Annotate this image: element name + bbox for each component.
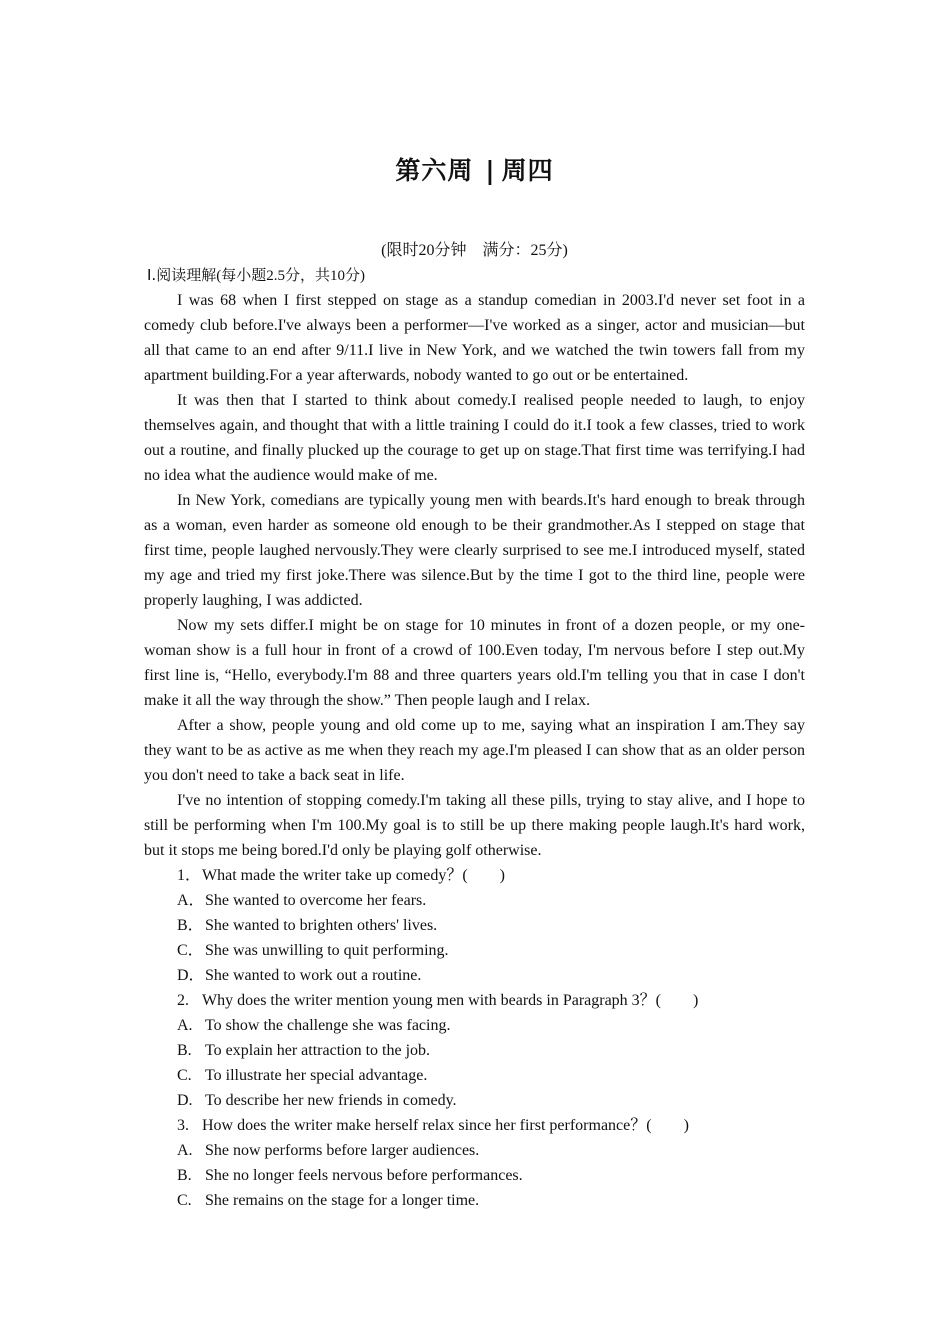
section-label: Ⅰ.阅读理解 [147,266,217,284]
section-score: (每小题2.5分，共10分) [216,268,365,284]
question-text: Why does the writer mention young men with beards in Paragraph 3？( ) [202,992,699,1009]
option-2a [144,1013,805,1038]
question-text: How does the writer make herself relax since her first performance？( ) [202,1117,689,1134]
question-number: 2. [177,992,189,1009]
question-2 [144,988,805,1013]
option-letter: B. [177,1167,192,1184]
question-1 [144,863,805,888]
option-text: She was unwilling to quit performing. [205,942,449,959]
passage-paragraph-3: In New York, comedians are typically young men with beards.It's hard enough to break through as a woman, even harder as someone old enough to be their grandmother.As I stepped on stage that first time, people laughed nervously.They were clearly surprised to see me.I introduced myself, stated my age and tried my first joke.There was silence.But by the time I got to the third line, people were properly laughing, I was addicted. [144,492,805,609]
title-day: 周四 [501,156,554,185]
time-limit: (限时20分钟 满分：25分) [381,242,568,259]
option-text: She remains on the stage for a longer time. [205,1192,480,1209]
option-1d [144,963,805,988]
option-2d [144,1088,805,1113]
option-3c [144,1188,805,1213]
document-body [144,238,805,1213]
option-letter: C. [177,1192,192,1209]
question-number: 1． [177,867,202,884]
passage-paragraph-6: I've no intention of stopping comedy.I'm taking all these pills, trying to stay alive, and I hope to still be performing when I'm 100.My goal is to still be up there making people laugh.It's hard work, but it stops me being bored.I'd only be playing golf otherwise. [144,792,805,859]
option-2c [144,1063,805,1088]
option-text: She wanted to work out a routine. [205,967,422,984]
question-3 [144,1113,805,1138]
passage-paragraph-2: It was then that I started to think about comedy.I realised people needed to laugh, to enjoy themselves again, and thought that with a little training I could do it.I took a few classes, tried to work out a routine, and finally plucked up the courage to get up on stage.That first time was terrifying.I had no idea what the audience would make of me. [144,392,805,484]
option-text: To illustrate her special advantage. [205,1067,428,1084]
question-number: 3. [177,1117,189,1134]
option-1a [144,888,805,913]
option-text: She wanted to overcome her fears. [205,892,427,909]
option-letter: D． [177,967,205,984]
option-letter: B． [177,917,204,934]
title-week: 第六周 [395,156,474,185]
option-letter: A． [177,892,205,909]
option-3b [144,1163,805,1188]
option-text: She wanted to brighten others' lives. [205,917,438,934]
option-text: To describe her new friends in comedy. [205,1092,457,1109]
page-title [144,152,805,190]
question-text: What made the writer take up comedy？( ) [202,867,506,884]
option-text: She now performs before larger audiences. [205,1142,480,1159]
option-letter: C. [177,1067,192,1084]
title-separator: | [485,156,496,185]
passage-paragraph-4: Now my sets differ.I might be on stage for 10 minutes in front of a dozen people, or my one-woman show is a full hour in front of a crowd of 100.Even today, I'm nervous before I step out.My first line is, “Hello, everybody.I'm 88 and three quarters years old.I'm telling you that in case I don't make it all the way through the show.” Then people laugh and I relax. [144,617,805,709]
option-1b [144,913,805,938]
option-letter: C． [177,942,204,959]
option-letter: D. [177,1092,193,1109]
passage-paragraph-1: I was 68 when I first stepped on stage as a standup comedian in 2003.I'd never set foot in a comedy club before.I've always been a performer—I've worked as a singer, actor and musician—but all that came to an end after 9/11.I live in New York, and we watched the twin towers fall from my apartment building.For a year afterwards, nobody wanted to go out or be entertained. [144,292,805,384]
option-text: She no longer feels nervous before performances. [205,1167,523,1184]
option-letter: A. [177,1017,193,1034]
option-letter: A. [177,1142,193,1159]
option-3a [144,1138,805,1163]
option-1c [144,938,805,963]
option-text: To explain her attraction to the job. [205,1042,431,1059]
section-heading [144,263,805,288]
option-letter: B. [177,1042,192,1059]
passage-paragraph-5: After a show, people young and old come up to me, saying what an inspiration I am.They say they want to be as active as me when they reach my age.I'm pleased I can show that as an older person you don't need to take a back seat in life. [144,717,805,784]
option-2b [144,1038,805,1063]
option-text: To show the challenge she was facing. [205,1017,451,1034]
